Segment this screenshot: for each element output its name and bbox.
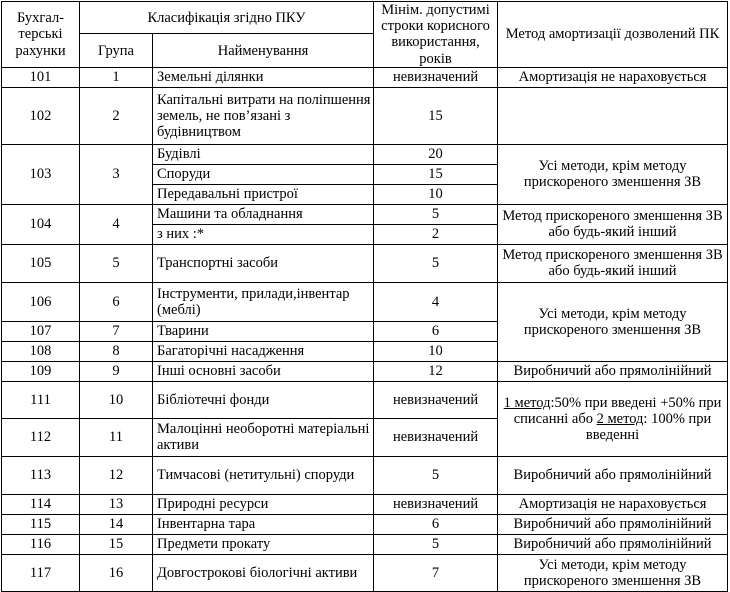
account-cell: 102 <box>2 87 80 144</box>
table-row <box>2 204 728 224</box>
group-cell: 1 <box>80 67 153 87</box>
method-cell: Метод прискореного зменшення ЗВ або будь-який інший <box>498 204 728 244</box>
method-2-text: : 100% при введенні <box>585 410 712 444</box>
table-row <box>2 67 728 87</box>
header-name: Найменування <box>153 34 374 68</box>
life-cell: 10 <box>374 341 498 361</box>
account-cell: 103 <box>2 144 80 204</box>
group-cell: 13 <box>80 494 153 514</box>
method-1-text: :50% при введені +50% при списанні або <box>513 394 722 427</box>
method-cell: Амортизація не нараховується <box>498 494 728 514</box>
name-cell: Споруди <box>153 164 374 184</box>
table-row <box>2 534 728 554</box>
group-cell: 4 <box>80 204 153 244</box>
name-cell: Тимчасові (нетитульні) споруди <box>153 456 374 494</box>
name-cell: Довгострокові біологічні активи <box>153 554 374 591</box>
group-cell: 11 <box>80 418 153 456</box>
account-cell: 116 <box>2 534 80 554</box>
life-cell: 20 <box>374 144 498 164</box>
method-cell <box>498 87 728 144</box>
table-row <box>2 494 728 514</box>
account-cell: 104 <box>2 204 80 244</box>
life-cell: 6 <box>374 321 498 341</box>
group-cell: 16 <box>80 554 153 591</box>
header-row-1 <box>2 2 728 34</box>
life-cell: 10 <box>374 184 498 204</box>
name-cell: Тварини <box>153 321 374 341</box>
method-cell: Усі методи, крім методу прискореного зменшення ЗВ <box>498 144 728 204</box>
method-2-label: 2 метод <box>596 410 644 427</box>
method-cell: Виробничий або прямолінійний <box>498 456 728 494</box>
header-group: Група <box>80 34 153 68</box>
method-1-label: 1 метод <box>503 394 551 411</box>
life-cell: 5 <box>374 534 498 554</box>
life-cell: 15 <box>374 87 498 144</box>
method-cell: Виробничий або прямолінійний <box>498 534 728 554</box>
group-cell: 14 <box>80 514 153 534</box>
method-cell <box>498 381 728 456</box>
group-cell: 5 <box>80 244 153 282</box>
table-row <box>2 361 728 381</box>
group-cell: 8 <box>80 341 153 361</box>
life-cell: невизначений <box>374 381 498 418</box>
account-cell: 117 <box>2 554 80 591</box>
header-min-life: Мінім. допустимі строки корисного використання, років <box>374 2 498 68</box>
group-cell: 3 <box>80 144 153 204</box>
group-cell: 6 <box>80 282 153 321</box>
amortization-table <box>1 1 728 592</box>
name-cell: Бібліотечні фонди <box>153 381 374 418</box>
name-cell: Інструменти, прилади,інвентар (меблі) <box>153 282 374 321</box>
group-cell: 12 <box>80 456 153 494</box>
life-cell: 7 <box>374 554 498 591</box>
account-cell: 114 <box>2 494 80 514</box>
group-cell: 2 <box>80 87 153 144</box>
method-cell: Амортизація не нараховується <box>498 67 728 87</box>
name-cell: Багаторічні насадження <box>153 341 374 361</box>
method-cell: Виробничий або прямолінійний <box>498 514 728 534</box>
life-cell: 5 <box>374 204 498 224</box>
account-cell: 112 <box>2 418 80 456</box>
method-cell: Метод прискореного зменшення ЗВ або будь-який інший <box>498 244 728 282</box>
table-row <box>2 514 728 534</box>
method-cell: Виробничий або прямолінійний <box>498 361 728 381</box>
name-cell: Інвентарна тара <box>153 514 374 534</box>
life-cell: невизначений <box>374 494 498 514</box>
table-row <box>2 282 728 321</box>
life-cell: 2 <box>374 224 498 244</box>
name-cell: Предмети прокату <box>153 534 374 554</box>
life-cell: невизначений <box>374 418 498 456</box>
account-cell: 107 <box>2 321 80 341</box>
method-cell: Усі методи, крім методу прискореного зменшення ЗВ <box>498 282 728 361</box>
table-row <box>2 554 728 591</box>
name-cell: Інші основні засоби <box>153 361 374 381</box>
group-cell: 7 <box>80 321 153 341</box>
name-cell: Передавальні пристрої <box>153 184 374 204</box>
name-cell: Природні ресурси <box>153 494 374 514</box>
group-cell: 10 <box>80 381 153 418</box>
life-cell: невизначений <box>374 67 498 87</box>
header-method: Метод амортизації дозволений ПК <box>498 2 728 68</box>
name-cell: Машини та обладнання <box>153 204 374 224</box>
table-row <box>2 381 728 418</box>
group-cell: 9 <box>80 361 153 381</box>
name-cell: Будівлі <box>153 144 374 164</box>
life-cell: 15 <box>374 164 498 184</box>
life-cell: 5 <box>374 244 498 282</box>
table-row <box>2 144 728 164</box>
method-cell: Усі методи, крім методу прискореного зменшення ЗВ <box>498 554 728 591</box>
name-cell: Транспортні засоби <box>153 244 374 282</box>
header-accounts: Бухгал-терські рахунки <box>2 2 80 68</box>
life-cell: 5 <box>374 456 498 494</box>
name-cell: Земельні ділянки <box>153 67 374 87</box>
table-row <box>2 456 728 494</box>
table-row <box>2 244 728 282</box>
account-cell: 106 <box>2 282 80 321</box>
name-cell: з них :* <box>153 224 374 244</box>
account-cell: 101 <box>2 67 80 87</box>
name-cell: Капітальні витрати на поліпшення земель, не пов’язані з будівництвом <box>153 87 374 144</box>
account-cell: 105 <box>2 244 80 282</box>
life-cell: 12 <box>374 361 498 381</box>
group-cell: 15 <box>80 534 153 554</box>
account-cell: 115 <box>2 514 80 534</box>
account-cell: 109 <box>2 361 80 381</box>
header-classification: Класифікація згідно ПКУ <box>80 2 374 34</box>
account-cell: 108 <box>2 341 80 361</box>
life-cell: 6 <box>374 514 498 534</box>
account-cell: 113 <box>2 456 80 494</box>
account-cell: 111 <box>2 381 80 418</box>
life-cell: 4 <box>374 282 498 321</box>
name-cell: Малоцінні необоротні матеріальні активи <box>153 418 374 456</box>
table-row <box>2 87 728 144</box>
